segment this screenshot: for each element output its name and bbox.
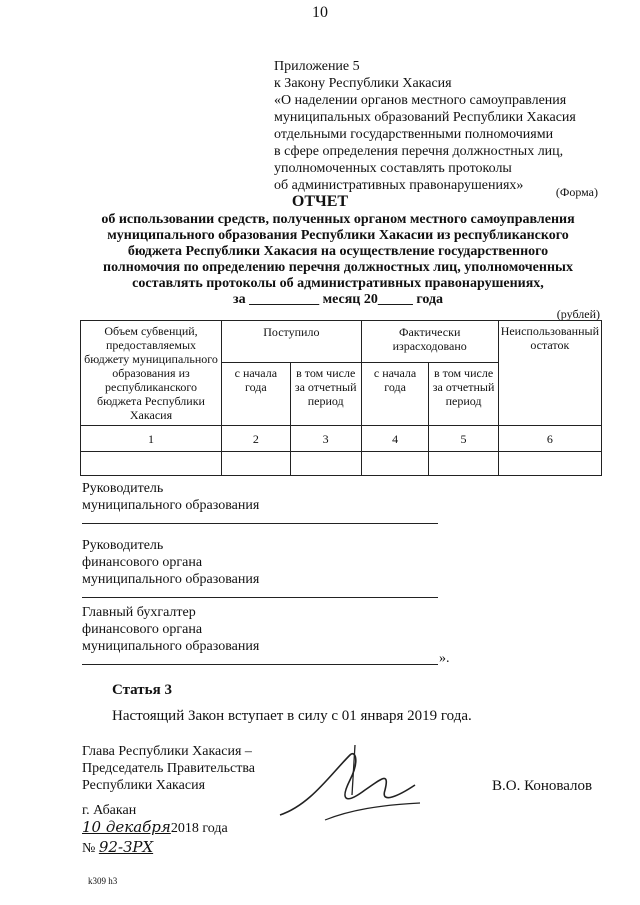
appendix-header (274, 58, 576, 194)
law-number (82, 838, 153, 857)
report-title: ОТЧЕТ (291, 193, 349, 210)
date-suffix: 2018 года (170, 821, 228, 836)
closing-quote: ». (439, 651, 450, 666)
signature-municipal-head (82, 480, 259, 514)
column-number-6: 6 (498, 426, 601, 452)
signature-line (82, 523, 438, 524)
footer-code: k309 h3 (88, 876, 118, 886)
appendix-line: в сфере определения перечня должностных лиц, (274, 144, 564, 159)
signing-date (82, 818, 228, 837)
signature-label: финансового органа (82, 555, 203, 570)
empty-cell (81, 452, 222, 476)
signature-label: Главный бухгалтер (82, 605, 196, 620)
signature-label: муниципального образования (82, 498, 260, 513)
column-number-4: 4 (361, 426, 429, 452)
signature-line (82, 664, 438, 665)
appendix-line: об административных правонарушениях» (274, 178, 524, 193)
empty-cell (429, 452, 498, 476)
article-text: Настоящий Закон вступает в силу с 01 января 2019 года. (112, 708, 472, 724)
subtitle-line: полномочия по определению перечня должностных лиц, уполномоченных (103, 260, 573, 275)
subtitle-line: бюджета Республики Хакасия на осуществление государственного (127, 244, 549, 259)
handwritten-signature (270, 735, 440, 835)
appendix-line: муниципальных образований Республики Хакасия (274, 110, 576, 125)
subheader-spent-period: в том числе за отчетный период (429, 363, 498, 426)
column-number-1: 1 (81, 426, 222, 452)
column-number-3: 3 (290, 426, 361, 452)
subtitle-line: муниципального образования Республики Хакасии из республиканского (107, 228, 569, 243)
subtitle-line: за __________ месяц 20_____ года (232, 292, 444, 307)
article-title: Статья 3 (112, 682, 172, 698)
signature-label: Руководитель (82, 481, 164, 496)
empty-cell (290, 452, 361, 476)
report-table (80, 320, 602, 476)
currency-note: (рублей) (556, 307, 600, 321)
empty-cell (222, 452, 291, 476)
subtitle-line: об использовании средств, полученных органом местного самоуправления (101, 212, 575, 227)
signer-name: В.О. Коновалов (492, 778, 593, 794)
header-spent: Фактически израсходовано (361, 321, 498, 363)
handwritten-number: 92-ЗРХ (98, 838, 154, 856)
subtitle-line: составлять протоколы об административных правонарушениях, (132, 276, 544, 291)
number-prefix: № (82, 841, 96, 856)
appendix-line: отдельными государственными полномочиями (274, 127, 554, 142)
appendix-line: Приложение 5 (274, 59, 360, 74)
signature-label: муниципального образования (82, 639, 260, 654)
header-received: Поступило (222, 321, 362, 363)
empty-cell (361, 452, 429, 476)
subheader-spent-from-start: с начала года (361, 363, 429, 426)
subheader-received-from-start: с начала года (222, 363, 291, 426)
appendix-line: к Закону Республики Хакасия (274, 76, 452, 91)
column-number-2: 2 (222, 426, 291, 452)
signature-chief-accountant (82, 604, 259, 655)
column-number-5: 5 (429, 426, 498, 452)
signature-label: Руководитель (82, 538, 164, 553)
signature-line (82, 597, 438, 598)
place: г. Абакан (82, 803, 137, 818)
head-title-line: Глава Республики Хакасия – (82, 744, 252, 759)
empty-cell (498, 452, 601, 476)
report-subtitle (68, 212, 608, 308)
header-subvention-volume: Объем субвенций, предоставляемых бюджету муниципального образования из республиканского бюджета Республики Хакасия (81, 321, 222, 426)
form-note: (Форма) (555, 185, 598, 199)
signature-label: муниципального образования (82, 572, 260, 587)
head-title-line: Республики Хакасия (82, 778, 206, 793)
header-remainder: Неиспользованный остаток (498, 321, 601, 426)
handwritten-date: 10 декабря (82, 818, 171, 836)
appendix-line: «О наделении органов местного самоуправления (274, 93, 567, 108)
page-number: 10 (312, 4, 328, 21)
signature-label: финансового органа (82, 622, 203, 637)
subheader-received-period: в том числе за отчетный период (290, 363, 361, 426)
head-of-republic (82, 743, 255, 794)
signature-finance-head (82, 537, 259, 588)
appendix-line: уполномоченных составлять протоколы (274, 161, 512, 176)
head-title-line: Председатель Правительства (82, 761, 255, 776)
